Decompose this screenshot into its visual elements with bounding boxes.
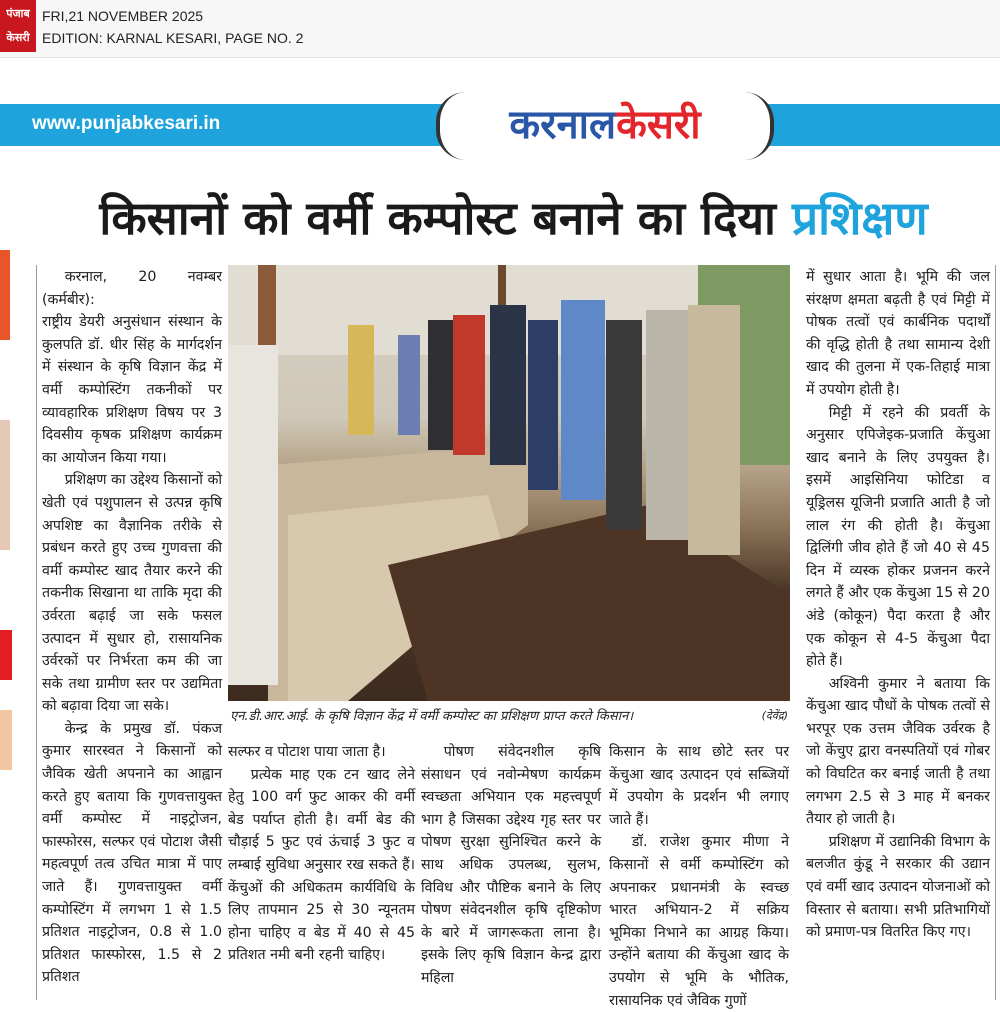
paragraph: प्रशिक्षण में उद्यानिकी विभाग के बलजीत कुंडू ने सरकार की उद्यान एवं वर्मी खाद उत्पादन योजनाओं को विस्तार से बताया। सभी प्रतिभागियों को प्रमाण-पत्र वितरित किए गए। [806, 833, 990, 941]
logo-line-2: केसरी [6, 31, 30, 44]
adjacent-page-fragment [0, 170, 16, 1000]
edition-header [0, 0, 1000, 58]
logo-line-1: पंजाब [6, 7, 30, 20]
website-url: www.punjabkesari.in [32, 113, 221, 134]
edition-date: FRI,21 NOVEMBER 2025 [42, 8, 204, 24]
paragraph: किसान के साथ छोटे स्तर पर केंचुआ खाद उत्पादन एवं सब्जियों में उपयोग के प्रदर्शन भी लगाए जाते हैं। [609, 744, 789, 828]
headline-accent: प्रशिक्षण [791, 191, 928, 245]
paragraph: मिट्टी में रहने की प्रवर्ती के अनुसार एपिजेइक-प्रजाति केंचुआ खाद बनाने के लिए उपयुक्त है। इसमें आइसिनिया फोटिडा व यूड्रिलस यूजिनी प्रजाति आती है जो लाल रंग की होती है। केंचुआ द्विलिंगी जीव होते हैं जो 40 से 45 दिन में व्यस्क होकर प्रजनन करने लगते हैं और एक केंचुआ 15 से 20 अंडे (कोकून) पैदा करता है और एक कोकून से 4-5 केंचुआ पैदा होते हैं। [806, 404, 990, 670]
farmers-training-photo [228, 265, 790, 701]
paragraph: में सुधार आता है। भूमि की जल संरक्षण क्षमता बढ़ती है एवं मिट्टी में पोषक तत्वों एवं कार्बनिक पदार्थों की वृद्धि होती है तथा सामान्य देशी खाद की तुलना में एक-तिहाई मात्रा में उपयोग होती है। [806, 269, 990, 398]
article-column-2 [228, 741, 415, 967]
dateline: करनाल, 20 नवम्बर (कर्मबीर): [42, 269, 222, 308]
punjab-kesari-logo [0, 0, 36, 52]
edition-meta [42, 5, 442, 49]
column-rule [36, 265, 37, 1000]
paragraph: केन्द्र के प्रमुख डॉ. पंकज कुमार सारस्वत ने किसानों को जैविक खेती अपनाने का आह्वान करते हुए बताया कि गुणवत्तायुक्त वर्मी कम्पोस्ट में नाइट्रोजन, फास्फोरस, सल्फर एवं पोटाश जैसी महत्वपूर्ण तत्व उचित मात्रा में पाए जाते हैं। गुणवत्तायुक्त वर्मी कम्पोस्टिंग में लगभग 1 से 1.5 प्रतिशत नाइट्रोजन, 0.8 से 1.0 प्रतिशत फास्फोरस, 1.5 से 2 प्रतिशत [42, 720, 222, 986]
paragraph: राष्ट्रीय डेयरी अनुसंधान संस्थान के कुलपति डॉ. धीर सिंह के मार्गदर्शन में संस्थान के कृषि विज्ञान केंद्र में वर्मी कम्पोस्टिंग तकनीकों पर व्यावहारिक प्रशिक्षण विषय पर 3 दिवसीय कृषक प्रशिक्षण कार्यक्रम का आयोजन किया गया। [42, 314, 222, 466]
photo-caption [230, 706, 788, 724]
paragraph: सल्फर व पोटाश पाया जाता है। [228, 744, 386, 760]
headline-main: किसानों को वर्मी कम्पोस्ट बनाने का दिया [99, 191, 792, 245]
paragraph: प्रशिक्षण का उद्देश्य किसानों को खेती एवं पशुपालन से उत्पन्न कृषि अपशिष्ट का वैज्ञानिक तरीके से प्रबंधन करते हुए उच्च गुणवत्ता की वर्मी कम्पोस्ट खाद तैयार करने की तकनीक सिखाना था ताकि मृदा की उर्वरता बढ़ाई जा सके फसल उत्पादन में सुधार हो, रासायनिक उर्वरकों पर निर्भरता कम की जा सके तथा ग्रामीण स्तर पर उद्यमिता को बढ़ावा दिया जा सके। [42, 472, 223, 715]
paragraph: डॉ. राजेश कुमार मीणा ने किसानों से वर्मी कम्पोस्टिंग को अपनाकर प्रधानमंत्री के स्वच्छ भारत अभियान-2 में सक्रिय भूमिका निभाने का आग्रह किया। उन्होंने बताया की केंचुआ खाद के उपयोग से भूमि के भौतिक, रासायनिक एवं जैविक गुणों [609, 834, 789, 1009]
article-column-1 [42, 266, 222, 989]
paragraph: पोषण संवेदनशील कृषि संसाधन एवं नवोन्मेषण कार्यक्रम स्वच्छता अभियान एक महत्त्वपूर्ण भाग है जिसका उद्देश्य गृह स्तर पर पोषण सुरक्षा सुनिश्चित करने के साथ अधिक उपलब्ध, सुलभ, विविध और पौष्टिक बनाने के लिए पोषण संवेदनशील कृषि दृष्टिकोण के बारे में जागरूकता लाना है। इसके लिए कृषि विज्ञान केन्द्र द्वारा महिला [421, 744, 601, 986]
article-column-4 [609, 741, 789, 1012]
edition-name: EDITION: KARNAL KESARI, PAGE NO. 2 [42, 30, 304, 46]
column-rule [995, 265, 996, 1000]
article-photo [228, 265, 790, 701]
paragraph: प्रत्येक माह एक टन खाद लेने हेतु 100 वर्ग फुट आकर की वर्मी बेड पर्याप्त होती है। वर्मी बेड की चौड़ाई 5 फुट एवं ऊंचाई 3 फुट व लम्बाई सुविधा अनुसार रख सकते हैं। केंचुओं की अधिकतम कार्यविधि के लिए तापमान 25 से 30 न्यूनतम होना चाहिए व बेड में 40 से 45 प्रतिशत नमी बनी रहनी चाहिए। [228, 766, 415, 964]
caption-text: एन.डी.आर.आई. के कृषि विज्ञान केंद्र में वर्मी कम्पोस्ट का प्रशिक्षण प्राप्त करते किसान। [230, 709, 634, 724]
article-headline [36, 178, 991, 258]
paragraph: अश्विनी कुमार ने बताया कि केंचुआ खाद पौधों के पोषक तत्वों से भरपूर एक उत्तम जैविक उर्वरक है जो केंचुए द्वारा वनस्पतियों एवं गोबर को विघटित कर बनाई जाती है तथा लगभग 2.5 से 3 माह में बनकर तैयार हो जाती है। [806, 675, 990, 828]
section-masthead [436, 92, 774, 160]
masthead-karnal: करनाल [509, 102, 617, 148]
photo-credit: (देवेंद्र) [761, 709, 788, 722]
article-column-5 [806, 266, 990, 944]
masthead-kesari: केसरी [616, 102, 701, 148]
article-column-3 [421, 741, 601, 990]
